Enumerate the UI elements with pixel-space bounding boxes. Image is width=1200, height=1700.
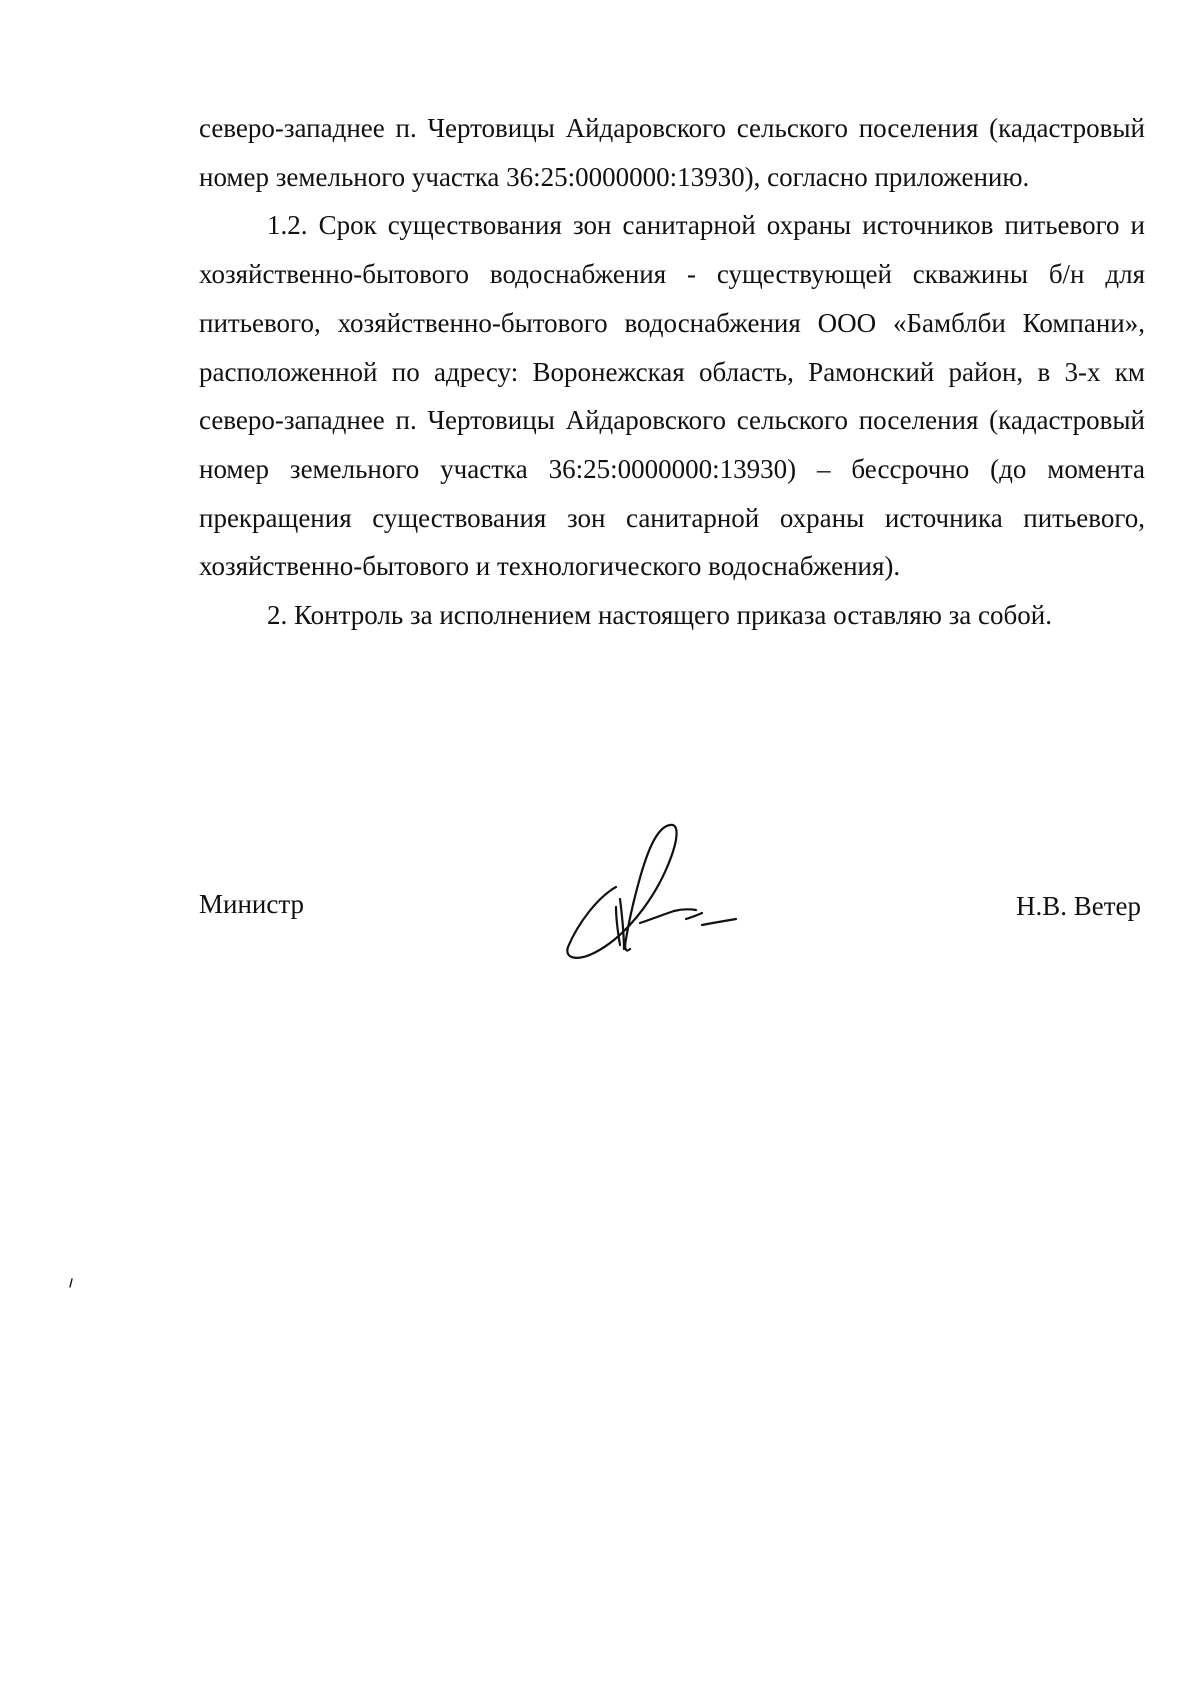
paragraph-continuation: северо-западнее п. Чертовицы Айдаровского сельского поселения (кадастровый номер земельного участка 36:25:0000000:13930), согласно приложению.: [199, 113, 1145, 192]
signatory-title: Министр: [199, 889, 304, 919]
document-body: [199, 104, 1145, 640]
handwritten-signature-icon: [556, 815, 746, 965]
paragraph-1-2: 1.2. Срок существования зон санитарной охраны источников питьевого и хозяйственно-бытового водоснабжения - существующей скважины б/н для питьевого, хозяйственно-бытового водоснабжения ООО «Бамблби Компани», расположенной по адресу: Воронежская область, Рамонский район, в 3-х км северо-западнее п. Чертовицы Айдаровского сельского поселения (кадастровый номер земельного участка 36:25:0000000:13930) – бессрочно (до момента прекращения существования зон санитарной охраны источника питьевого, хозяйственно-бытового и технологического водоснабжения).: [199, 210, 1145, 582]
signatory-name: Н.В. Ветер: [1015, 891, 1141, 921]
scan-mark-icon: [68, 1278, 74, 1288]
paragraph-2: 2. Контроль за исполнением настоящего приказа оставляю за собой.: [267, 600, 1052, 631]
